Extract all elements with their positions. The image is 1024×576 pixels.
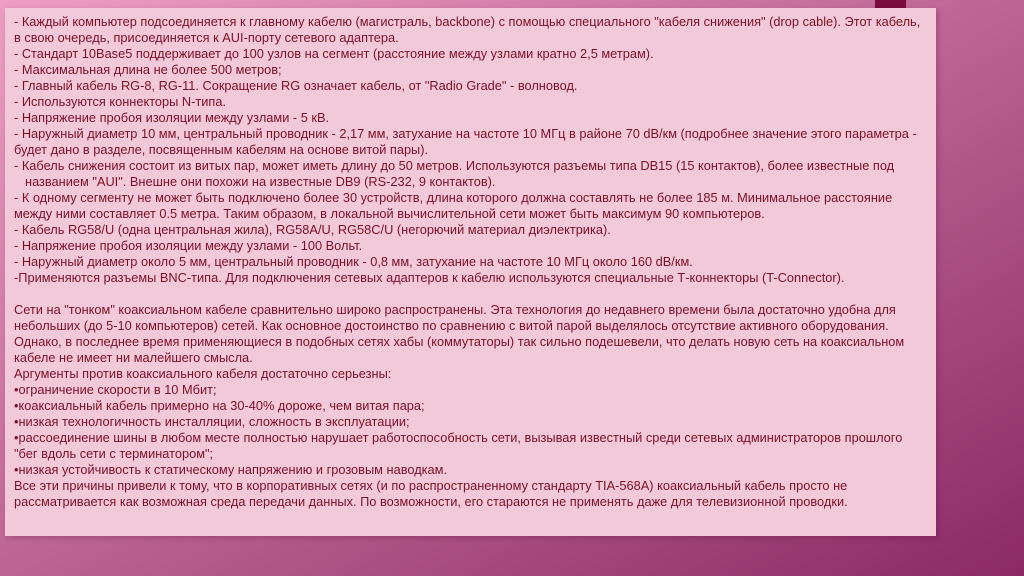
bullet-item: •рассоединение шины в любом месте полностью нарушает работоспособность сети, вызывая известный среди сетевых администраторов прошлого "бег вдоль сети с терминатором";: [14, 430, 903, 461]
bullet-item: •низкая устойчивость к статическому напряжению и грозовым наводкам.: [14, 462, 448, 477]
bullet-item: •ограничение скорости в 10 Мбит;: [14, 382, 217, 397]
text-paragraph: - Стандарт 10Base5 поддерживает до 100 узлов на сегмент (расстояние между узлами кратно 2,5 метрам).: [14, 46, 654, 61]
bullet-item: •низкая технологичность инсталляции, сложность в эксплуатации;: [14, 414, 410, 429]
text-paragraph: - Напряжение пробоя изоляции между узлами - 100 Вольт.: [14, 238, 363, 253]
text-paragraph: - К одному сегменту не может быть подключено более 30 устройств, длина которого должна составлять не более 185 м. Минимальное расстояние между ними составляет 0.5 метра. Таким образом, в локальной вычислительной сети может быть максимум 90 компьютеров.: [14, 190, 893, 221]
slide-text-box: [5, 8, 936, 536]
text-paragraph: - Наружный диаметр 10 мм, центральный проводник - 2,17 мм, затухание на частоте 10 МГц в районе 70 dB/км (подробнее значение этого параметра - будет дано в разделе, посвященным кабелям на основе витой пары).: [14, 126, 917, 157]
text-paragraph: - Используются коннекторы N-типа.: [14, 94, 227, 109]
text-paragraph: -Применяются разъемы BNC-типа. Для подключения сетевых адаптеров к кабелю используются специальные Т-коннекторы (T-Connector).: [14, 270, 845, 285]
text-paragraph: - Главный кабель RG-8, RG-11. Сокращение RG означает кабель, от "Radio Grade" - волновод.: [14, 78, 578, 93]
text-paragraph: - Каждый компьютер подсоединяется к главному кабелю (магистраль, backbone) с помощью специального "кабеля снижения" (drop cable). Этот кабель, в свою очередь, присоединяется к AUI-порту сетевого адаптера.: [14, 14, 921, 45]
text-paragraph: Сети на "тонком" коаксиальном кабеле сравнительно широко распространены. Эта технология до недавнего времени была достаточно удобна для небольших (до 5-10 компьютеров) сетей. Как основное достоинство по сравнению с витой парой выделялось отсутствие активного оборудования. Однако, в последнее время применяющиеся в подобных сетях хабы (коммутаторы) так сильно подешевели, что делать новую сеть на коаксиальном кабеле не имеет ни малейшего смысла.: [14, 302, 905, 365]
text-paragraph: - Максимальная длина не более 500 метров;: [14, 62, 282, 77]
text-paragraph: Все эти причины привели к тому, что в корпоративных сетях (и по распространенному стандарту TIA-568A) коаксиальный кабель просто не рассматривается как возможная среда передачи данных. По возможности, его стараются не применять даже для телевизионной проводки.: [14, 478, 848, 509]
bullet-item: •коаксиальный кабель примерно на 30-40% дороже, чем витая пара;: [14, 398, 425, 413]
text-paragraph: - Кабель снижения состоит из витых пар, может иметь длину до 50 метров. Используются разъемы типа DB15 (15 контактов), более известные под названием "AUI". Внешне они похожи на известные DB9 (RS-232, 9 контактов).: [14, 158, 895, 189]
text-paragraph: - Напряжение пробоя изоляции между узлами - 5 кВ.: [14, 110, 330, 125]
text-paragraph: - Кабель RG58/U (одна центральная жила), RG58A/U, RG58C/U (негорючий материал диэлектрика).: [14, 222, 611, 237]
text-paragraph: - Наружный диаметр около 5 мм, центральный проводник - 0,8 мм, затухание на частоте 10 МГц около 160 dB/км.: [14, 254, 693, 269]
text-paragraph: Аргументы против коаксиального кабеля достаточно серьезны:: [14, 366, 392, 381]
